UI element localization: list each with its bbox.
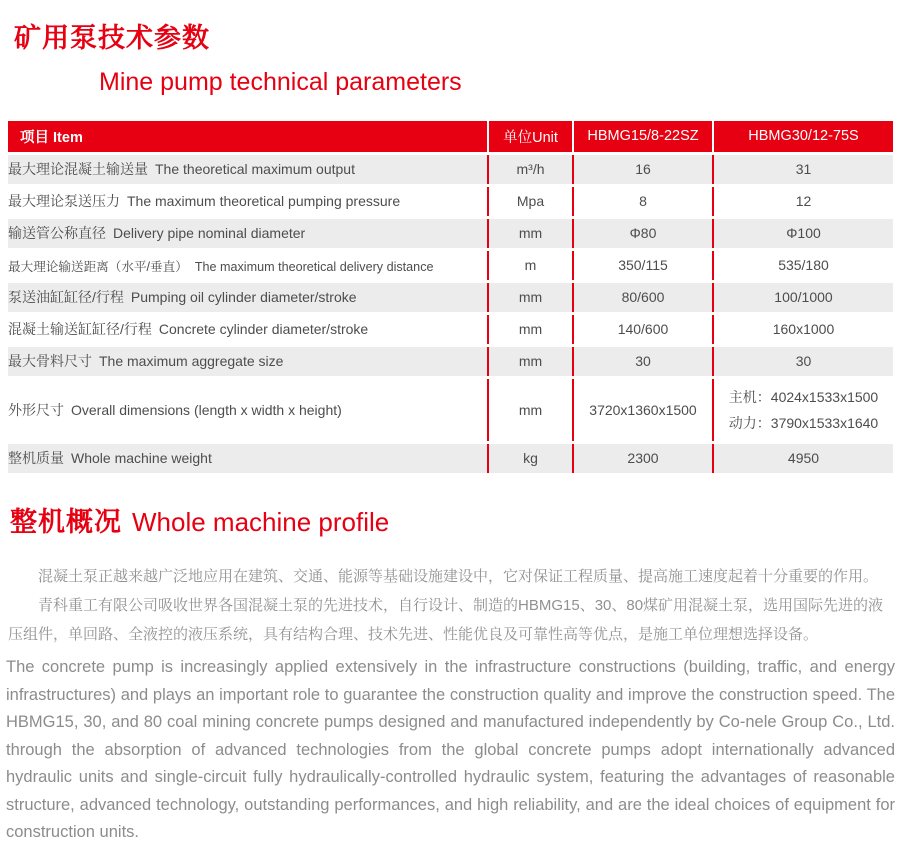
header-unit: 单位Unit (488, 121, 573, 153)
dimension-main-machine: 主机：4024x1533x1500 (728, 388, 879, 405)
dimension-power-unit: 动力：3790x1533x1640 (728, 414, 879, 431)
header-model1: HBMG15/8-22SZ (573, 121, 713, 153)
row-value-model1: 30 (573, 345, 713, 377)
row-item: 最大骨料尺寸 The maximum aggregate size (8, 345, 488, 377)
row-value-model1: 2300 (573, 442, 713, 474)
row-value-model2: 30 (713, 345, 893, 377)
table-row (8, 249, 893, 281)
chinese-paragraph-2: 青科重工有限公司吸收世界各国混凝土泵的先进技术，自行设计、制造的HBMG15、30、80煤矿用混凝土泵，选用国际先进的液压组件，单回路、全液控的液压系统，具有结构合理、技术先进、性能优良及可靠性高等优点，是施工单位理想选择设备。 (8, 597, 884, 643)
table-row (8, 377, 893, 442)
row-unit: kg (488, 442, 573, 474)
row-value-model1: 350/115 (573, 249, 713, 281)
row-value-model1: 140/600 (573, 313, 713, 345)
row-unit: mm (488, 313, 573, 345)
row-value-model1: 16 (573, 153, 713, 185)
row-value-model2: 535/180 (713, 249, 893, 281)
table-row (8, 217, 893, 249)
row-value-model2: 31 (713, 153, 893, 185)
table-row (8, 185, 893, 217)
header-model2: HBMG30/12-75S (713, 121, 893, 153)
row-item: 泵送油缸缸径/行程 Pumping oil cylinder diameter/stroke (8, 281, 488, 313)
row-value-model1: 80/600 (573, 281, 713, 313)
spec-table (8, 121, 893, 476)
row-unit: m³/h (488, 153, 573, 185)
row-unit: m (488, 249, 573, 281)
row-item: 最大理论泵送压力 The maximum theoretical pumping pressure (8, 185, 488, 217)
row-value-model2: 100/1000 (713, 281, 893, 313)
table-row (8, 442, 893, 474)
row-item: 最大理论输送距离（水平/垂直） The maximum theoretical delivery distance (8, 249, 488, 281)
table-row (8, 281, 893, 313)
row-value-model2: 160x1000 (713, 313, 893, 345)
row-unit: Mpa (488, 185, 573, 217)
row-value-model2: 12 (713, 185, 893, 217)
section-title-zh: 整机概况 (10, 507, 122, 537)
chinese-profile-paragraphs (8, 562, 894, 649)
section-title-en: Whole machine profile (132, 507, 390, 537)
row-value-model1: 8 (573, 185, 713, 217)
table-row (8, 153, 893, 185)
row-item: 整机质量 Whole machine weight (8, 442, 488, 474)
row-value-model2 (713, 377, 893, 442)
page-title: 矿用泵技术参数 (14, 23, 210, 53)
page-subtitle: Mine pump technical parameters (99, 68, 462, 96)
chinese-paragraph-1: 混凝土泵正越来越广泛地应用在建筑、交通、能源等基础设施建设中，它对保证工程质量、提高施工速度起着十分重要的作用。 (38, 568, 879, 585)
header-item: 项目 Item (8, 121, 488, 153)
table-header-row (8, 121, 893, 153)
english-profile-paragraph: The concrete pump is increasingly applied extensively in the infrastructure constructions (building, traffic, and energy infrastructures) and plays an important role to guarantee the construction quality and improve the construction speed. The HBMG15, 30, and 80 coal mining concrete pumps designed and manufactured independently by Co-nele Group Co., Ltd. through the absorption of advanced technologies from the global concrete pumps adopt internationally advanced hydraulic units and single-circuit fully hydraulically-controlled hydraulic system, featuring the advantages of reasonable structure, advanced technology, outstanding performances, and high reliability, and are the ideal choices of equipment for construction units. (6, 658, 895, 841)
table-row (8, 313, 893, 345)
row-item: 外形尺寸 Overall dimensions (length x width x height) (8, 377, 488, 442)
row-value-model1: Φ80 (573, 217, 713, 249)
row-unit: mm (488, 377, 573, 442)
row-unit: mm (488, 345, 573, 377)
row-item: 混凝土输送缸缸径/行程 Concrete cylinder diameter/stroke (8, 313, 488, 345)
row-item: 输送管公称直径 Delivery pipe nominal diameter (8, 217, 488, 249)
section-title (10, 500, 389, 539)
row-value-model2: Φ100 (713, 217, 893, 249)
row-item: 最大理论混凝土输送量 The theoretical maximum output (8, 153, 488, 185)
row-value-model2: 4950 (713, 442, 893, 474)
table-row (8, 345, 893, 377)
row-unit: mm (488, 281, 573, 313)
row-value-model1: 3720x1360x1500 (573, 377, 713, 442)
row-unit: mm (488, 217, 573, 249)
